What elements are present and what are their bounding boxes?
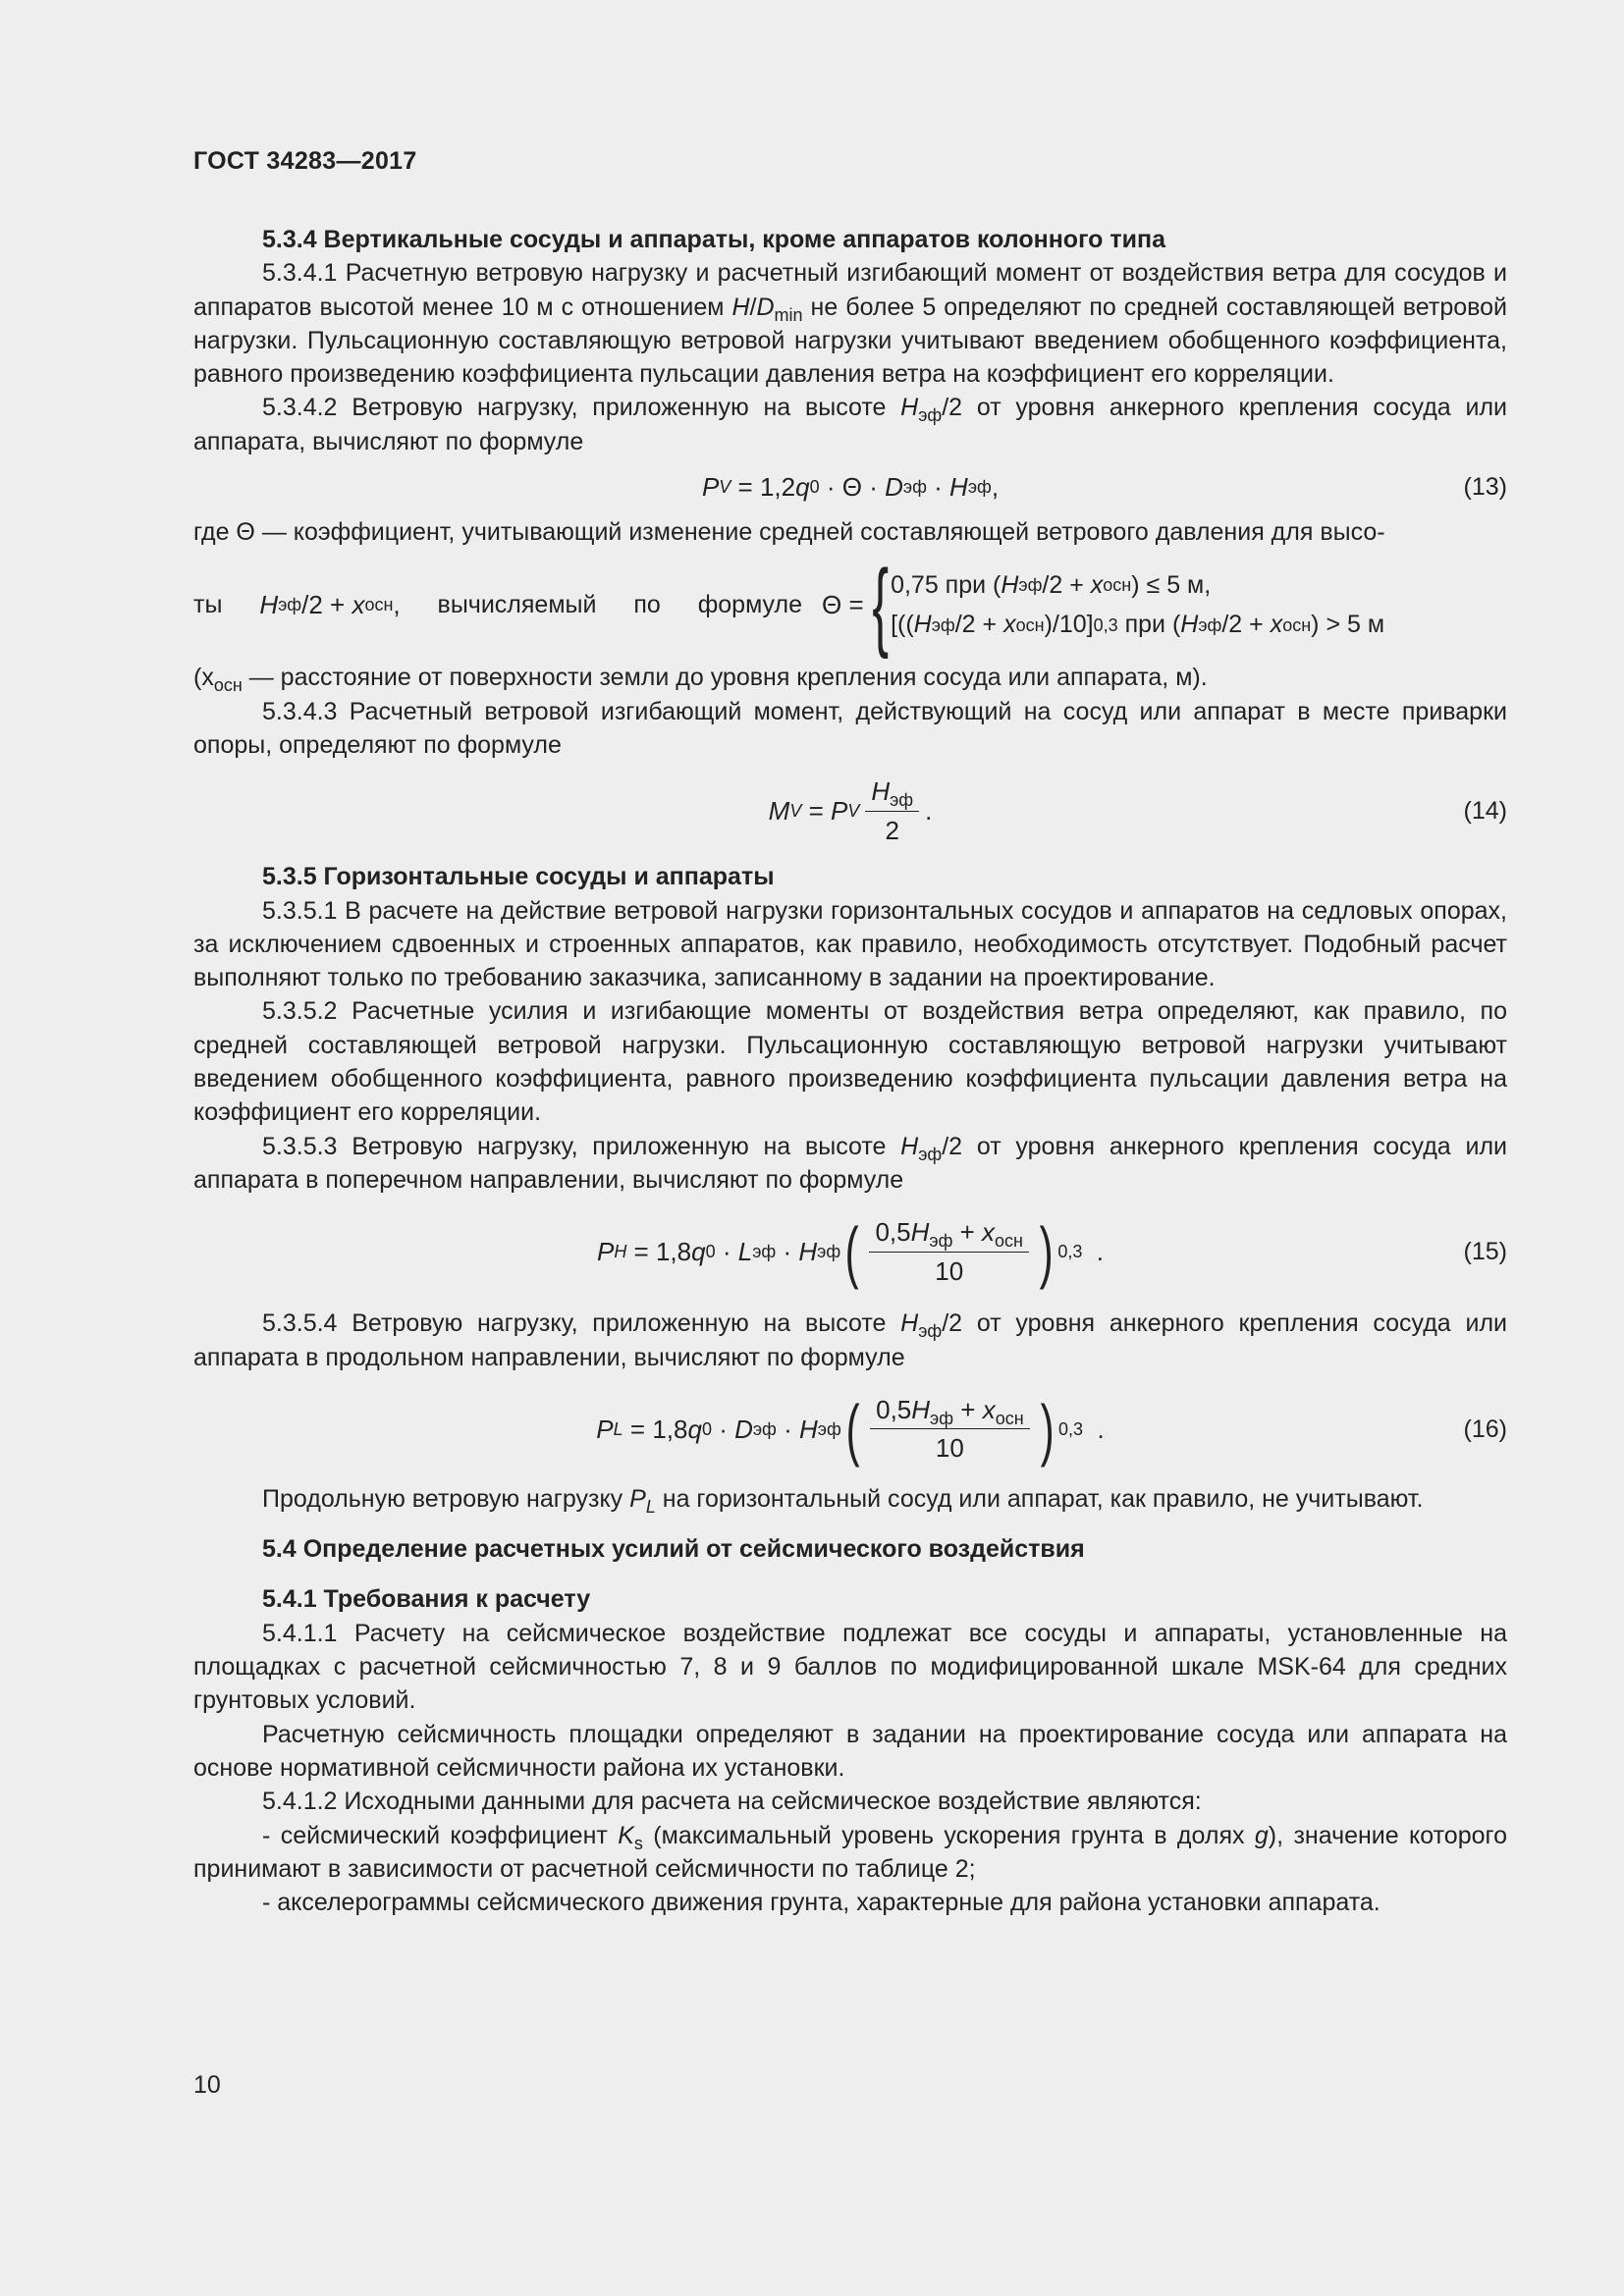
- list-item-accelerograms: - акселерограммы сейсмического движения грунта, характерные для района установки аппарата.: [262, 1889, 1380, 1917]
- paragraph-5-3-5-2: 5.3.5.2 Расчетные усилия и изгибающие моменты от воздействия ветра определяют, как правило, по средней составляющей ветровой нагрузки. Пульсационную составляющую ветровой нагрузки учитывают введением обобщенного коэффициента, равного произведению коэффициента пульсации давления ветра на коэффициент его корреляции.: [193, 997, 1507, 1127]
- x-osn-definition: ($x_{осн}$ — расстояние от поверхности земли до уровня крепления сосуда или аппарата, м).: [193, 664, 1208, 696]
- formula-number: (16): [1463, 1415, 1507, 1443]
- theta-cases: { 0,75 при ( H эф /2 + x осн ) ≤ 5 м, [(( H эф /2 + x осн ) /10 ] 0,3 при ( H эф /2 + x осн ) > 5 м: [872, 550, 1385, 661]
- section-heading-5-3-4: 5.3.4 Вертикальные сосуды и аппараты, кроме аппаратов колонного типа: [262, 226, 1165, 253]
- paragraph-5-4-1-2: 5.4.1.2 Исходными данными для расчета на сейсмическое воздействие являются:: [262, 1788, 1202, 1816]
- paragraph-5-3-4-1: 5.3.4.1 Расчетную ветровую нагрузку и расчетный изгибающий момент от воздействия ветра для сосудов и аппаратов высотой менее 10 м с отношением $H/D_{min}$ не более 5 определяют по средней составляющей ветровой нагрузки. Пульсационную составляющую ветровой нагрузки учитывают введением обобщенного коэффициента, равного произведению коэффициента пульсации давления ветра на коэффициент его корреляции.: [193, 259, 1508, 389]
- formula-number: (15): [1463, 1238, 1507, 1266]
- section-heading-5-3-5: 5.3.5 Горизонтальные сосуды и аппараты: [262, 863, 775, 891]
- formula-number: (13): [1463, 472, 1507, 501]
- document-header: ГОСТ 34283—2017: [193, 147, 417, 175]
- section-heading-5-4-1: 5.4.1 Требования к расчету: [262, 1585, 591, 1614]
- paragraph-seismicity: Расчетную сейсмичность площадки определяют в задании на проектирование сосуда или аппарата на основе нормативной сейсмичности района их установки.: [193, 1720, 1507, 1782]
- section-heading-5-4: 5.4 Определение расчетных усилий от сейсмического воздействия: [262, 1535, 1085, 1564]
- paragraph-5-3-5-1: 5.3.5.1 В расчете на действие ветровой нагрузки горизонтальных сосудов и аппаратов на седловых опорах, за исключением сдвоенных и строенных аппаратов, как правило, необходимость отсутствует. Подобный расчет выполняют только по требованию заказчика, записанному в задании на проектирование.: [193, 896, 1507, 992]
- paragraph-5-3-4-3: 5.3.4.3 Расчетный ветровой изгибающий момент, действующий на сосуд или аппарат в месте приварки опоры, определяют по формуле: [193, 697, 1507, 759]
- page-number: 10: [193, 2071, 221, 2099]
- paragraph-5-4-1-1: 5.4.1.1 Расчету на сейсмическое воздействие подлежат все сосуды и аппараты, установленные на площадках с расчетной сейсмичностью 7, 8 и 9 баллов по модифицированной шкале MSK-64 для средних грунтовых условий.: [193, 1619, 1507, 1715]
- formula-15: P H = 1,8 q 0 · L эф · H эф ( $\frac{0,5H_{эф} + x_{осн}}{10}$ ) 0,3 . (15): [596, 1213, 1507, 1291]
- formula-13: P V = 1,2 q 0 · Θ · D эф · H эф , (13): [193, 464, 1507, 509]
- list-item-seismic-coefficient: - сейсмический коэффициент $K_s$ (максимальный уровень ускорения грунта в долях g), значение которого принимают в зависимости от расчетной сейсмичности по таблице 2;: [193, 1821, 1507, 1883]
- formula-16: P L = 1,8 q 0 · D эф · H эф ( $\frac{0,5H_{эф} + x_{осн}}{10}$ ) 0,3 . (16): [596, 1390, 1507, 1468]
- formula-number: (14): [1463, 797, 1507, 826]
- paragraph-5-3-5-4: 5.3.5.4 Ветровую нагрузку, приложенную на высоте $H_{эф}/2$ от уровня анкерного крепления сосуда или аппарата в продольном направлении, вычисляют по формуле: [193, 1309, 1507, 1371]
- formula-14: M V = P V $\frac{H_{эф}}{2}$ . (14): [768, 776, 1507, 845]
- theta-definition: где Θ — коэффициент, учитывающий изменение средней составляющей ветрового давления для высо-: [193, 518, 1385, 547]
- theta-formula-row: ты H эф /2 + x осн , вычисляемый по формуле Θ = { 0,75 при ( H эф /2 + x осн ) ≤ 5 м, [(( H эф /2 + x осн ) /10 ] 0,3 при ( H эф /2 + x осн ) > 5 м: [193, 550, 1385, 661]
- page-content: [193, 223, 1507, 1919]
- paragraph-5-3-4-2: 5.3.4.2 Ветровую нагрузку, приложенную на высоте $H_{эф}/2$ от уровня анкерного крепления сосуда или аппарата, вычисляют по формуле: [193, 394, 1507, 455]
- paragraph-5-3-5-3: 5.3.5.3 Ветровую нагрузку, приложенную на высоте $H_{эф}/2$ от уровня анкерного крепления сосуда или аппарата в поперечном направлении, вычисляют по формуле: [193, 1132, 1507, 1194]
- paragraph-longitudinal-load: Продольную ветровую нагрузку $P_L$ на горизонтальный сосуд или аппарат, как правило, не учитывают.: [262, 1484, 1424, 1517]
